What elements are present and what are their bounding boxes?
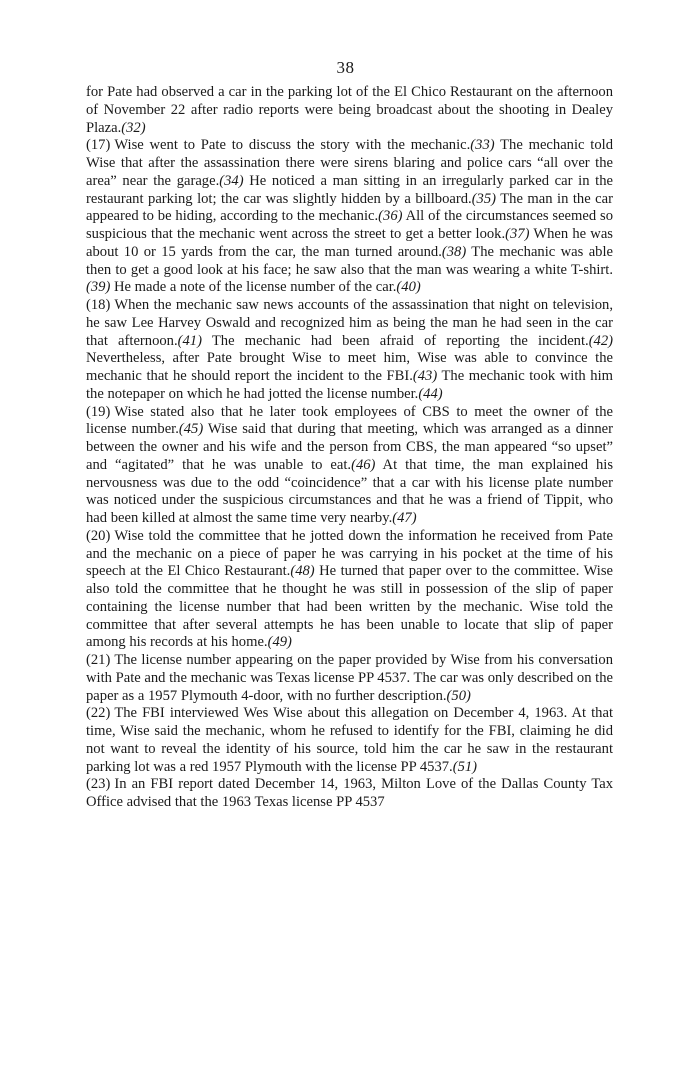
- paragraph-text: The mechanic took with him the notepaper on which he had jotted the license number.: [86, 368, 613, 402]
- paragraph-text: Wise stated also that he later took employees of CBS to meet the owner of the license number.: [86, 403, 613, 438]
- footnote-reference: (32): [121, 119, 146, 136]
- paragraph-text: When the mechanic saw news accounts of the assassination that night on television, he saw Lee Harvey Oswald and recognized him as being the man he had seen in the car that afternoon.: [86, 297, 613, 349]
- paragraph-number: (23): [86, 776, 111, 793]
- paragraph-text: The man in the car appeared to be hiding, according to the mechanic.: [86, 190, 613, 225]
- paragraph: [86, 84, 613, 137]
- footnote-reference: (44): [418, 385, 443, 402]
- paragraph: [86, 776, 613, 812]
- footnote-reference: (37): [505, 226, 530, 242]
- footnote-reference: (34): [219, 172, 244, 189]
- paragraph-text: He made a note of the license number of the car.: [110, 279, 397, 296]
- footnote-reference: (50): [446, 687, 471, 704]
- paragraph-text: At that time, the man explained his nervousness was due to the odd “coincidence” that a car with his license plate number was noticed under the suspicious circumstances and that he was a friend of Tippit, who had been killed at almost the same time very nearby.: [86, 456, 613, 526]
- paragraph: [86, 297, 613, 404]
- paragraph: [86, 404, 613, 528]
- paragraph: [86, 137, 613, 297]
- paragraph-number: (17): [86, 137, 111, 154]
- paragraph-text: The mechanic was able then to get a good look at his face; he saw also that the man was wearing a white T-shirt.: [86, 243, 613, 278]
- page-number: 38: [336, 58, 355, 77]
- paragraph-number: (21): [86, 652, 111, 668]
- paragraph-number: (20): [86, 527, 111, 544]
- paragraph-text: When he was about 10 or 15 yards from the car, the man turned around.: [86, 226, 613, 260]
- paragraph-text: All of the circumstances seemed so suspicious that the mechanic went across the street to get a better look.: [86, 208, 613, 242]
- paragraph: [86, 705, 613, 776]
- document-body: [86, 84, 613, 812]
- footnote-reference: (49): [267, 634, 292, 651]
- footnote-reference: (39): [86, 279, 111, 296]
- footnote-reference: (40): [396, 279, 421, 296]
- paragraph-text: He noticed a man sitting in an irregularly parked car in the restaurant parking lot; the car was slightly hidden by a billboard.: [86, 172, 613, 207]
- paragraph-text: The FBI interviewed Wes Wise about this allegation on December 4, 1963. At that time, Wise said the mechanic, whom he refused to identify for the FBI, claiming he did not want to reveal the identity of his source, told him the car he saw in the restaurant parking lot was a red 1957 Plymouth with the license PP 4537.: [86, 705, 613, 775]
- footnote-reference: (46): [351, 456, 376, 473]
- footnote-reference: (36): [378, 208, 403, 225]
- footnote-reference: (45): [178, 421, 204, 438]
- footnote-reference: (43): [412, 368, 438, 384]
- footnote-reference: (41): [177, 332, 202, 349]
- paragraph-text: Nevertheless, after Pate brought Wise to meet him, Wise was able to convince the mechanic that he should report the incident to the FBI.: [86, 350, 613, 384]
- paragraph-number: (22): [86, 705, 111, 722]
- paragraph-number: (18): [86, 297, 111, 313]
- footnote-reference: (33): [470, 137, 495, 154]
- paragraph-text: Wise said that during that meeting, which was arranged as a dinner between the owner and his wife and the person from CBS, the man appeared “so upset” and “agitated” that he was unable to eat.: [86, 421, 613, 473]
- paragraph: [86, 528, 613, 652]
- paragraph-text: In an FBI report dated December 14, 1963, Milton Love of the Dallas County Tax Office advised that the 1963 Texas license PP 4537: [86, 776, 613, 810]
- footnote-reference: (35): [471, 190, 497, 207]
- paragraph-text: for Pate had observed a car in the parking lot of the El Chico Restaurant on the afternoon of November 22 after radio reports were being broadcast about the shooting in Dealey Plaza.: [86, 84, 613, 136]
- footnote-reference: (48): [290, 563, 315, 580]
- paragraph-number: (19): [86, 403, 111, 420]
- footnote-reference: (47): [392, 510, 417, 526]
- paragraph-text: He turned that paper over to the committee. Wise also told the committee that he thought he was still in possession of the slip of paper containing the license number that had been written by the mechanic. Wise told the committee that after several attempts he has been unable to locate that slip of paper among his records at his home.: [86, 563, 613, 651]
- footnote-reference: (38): [441, 243, 467, 260]
- paragraph-text: Wise went to Pate to discuss the story with the mechanic.: [114, 137, 471, 154]
- paragraph-text: The license number appearing on the paper provided by Wise from his conversation with Pate and the mechanic was Texas license PP 4537. The car was only described on the paper as a 1957 Plymouth 4-door, with no further description.: [86, 652, 613, 704]
- paragraph-text: The mechanic told Wise that after the assassination there were sirens blaring and police cars “all over the area” near the garage.: [86, 137, 613, 189]
- footnote-reference: (42): [588, 332, 614, 349]
- footnote-reference: (51): [452, 758, 478, 775]
- paragraph: [86, 652, 613, 705]
- paragraph-text: The mechanic had been afraid of reporting the incident.: [201, 332, 589, 349]
- paragraph-text: Wise told the committee that he jotted down the information he received from Pate and the mechanic on a piece of paper he was carrying in his pocket at the time of his speech at the El Chico Restaurant.: [86, 527, 613, 580]
